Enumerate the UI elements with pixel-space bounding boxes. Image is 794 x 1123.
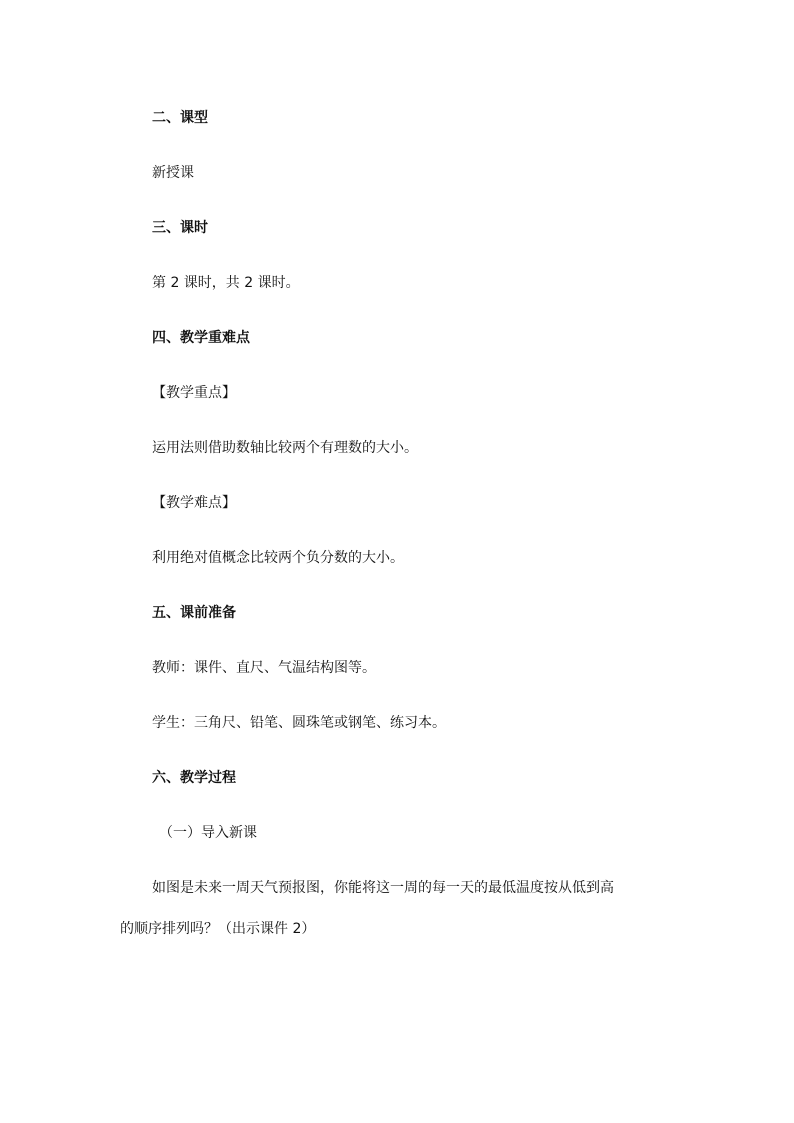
section-heading-lesson-type: 二、课型 xyxy=(152,110,208,126)
section-heading-preparation: 五、课前准备 xyxy=(152,605,236,621)
teacher-preparation-text: 教师：课件、直尺、气温结构图等。 xyxy=(152,660,376,676)
introduction-paragraph-line-1: 如图是未来一周天气预报图，你能将这一周的每一天的最低温度按从低到高 xyxy=(152,880,614,896)
lesson-type-text: 新授课 xyxy=(152,165,194,181)
student-preparation-text: 学生：三角尺、铅笔、圆珠笔或钢笔、练习本。 xyxy=(152,715,446,731)
section-heading-key-points: 四、教学重难点 xyxy=(152,330,250,346)
class-hours-text: 第 2 课时，共 2 课时。 xyxy=(152,275,300,291)
introduction-paragraph-line-2: 的顺序排列吗？（出示课件 2） xyxy=(120,921,316,937)
section-heading-teaching-process: 六、教学过程 xyxy=(152,770,236,786)
teaching-focus-text: 运用法则借助数轴比较两个有理数的大小。 xyxy=(152,440,418,456)
subheading-introduction: （一）导入新课 xyxy=(159,825,257,841)
teaching-difficulty-text: 利用绝对值概念比较两个负分数的大小。 xyxy=(152,550,404,566)
subheading-teaching-focus: 【教学重点】 xyxy=(152,385,236,401)
subheading-teaching-difficulty: 【教学难点】 xyxy=(152,495,236,511)
section-heading-class-hours: 三、课时 xyxy=(152,220,208,236)
